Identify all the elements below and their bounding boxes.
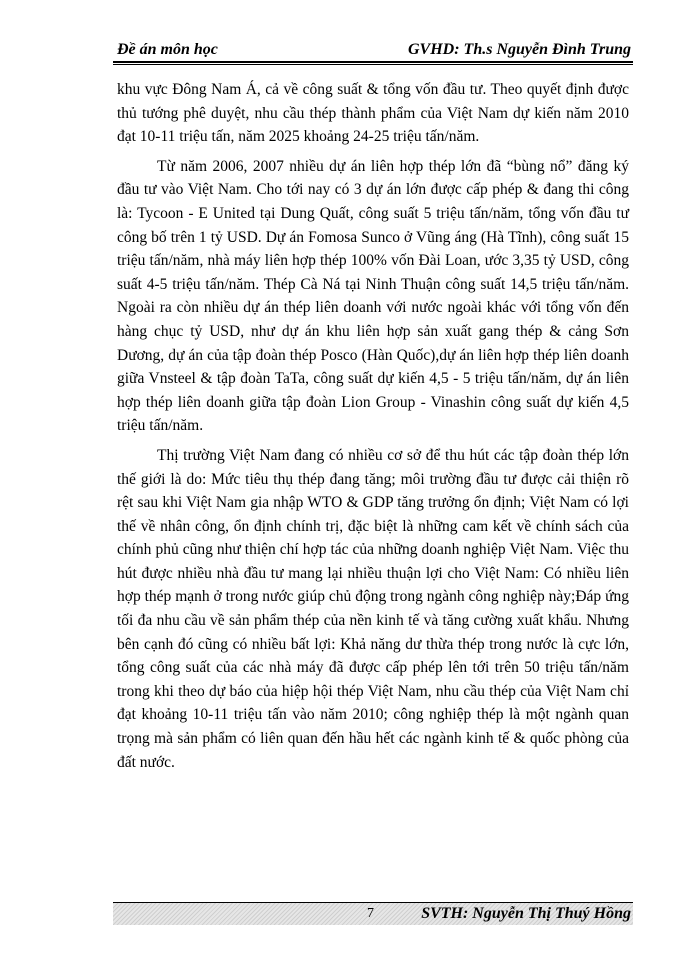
paragraph-steel-projects: Từ năm 2006, 2007 nhiều dự án liên hợp thép lớn đã “bùng nổ” đăng ký đầu tư vào Việt Nam. Cho tới nay có 3 dự án lớn được cấp phép & đang thi công là: Tycoon - E United tại Dung Quất, công suất 5 triệu tấn/năm, tổng vốn đầu tư công bố trên 1 tỷ USD. Dự án Fomosa Sunco ở Vũng áng (Hà Tĩnh), công suất 15 triệu tấn/năm, nhà máy liên hợp thép 100% vốn Đài Loan, ước 3,35 tỷ USD, công suất 4-5 triệu tấn/năm. Thép Cà Ná tại Ninh Thuận công suất 14,5 triệu tấn/năm. Ngoài ra còn nhiều dự án thép liên doanh với nước ngoài khác với tổng vốn đến hàng chục tỷ USD, như dự án khu liên hợp sản xuất gang thép & cảng Sơn Dương, dự án của tập đoàn thép Posco (Hàn Quốc),dự án liên hợp thép liên doanh giữa Vnsteel & tập đoàn TaTa, công suất dự kiến 4,5 - 5 triệu tấn/năm, dự án liên hợp thép liên doanh giữa tập đoàn Lion Group - Vinashin công suất dự kiến 4,5 triệu tấn/năm. [117,157,629,435]
header-divider [113,61,633,65]
page-number: 7 [367,906,374,921]
page-header [113,40,633,60]
paragraph-market-analysis: Thị trường Việt Nam đang có nhiều cơ sở để thu hút các tập đoàn thép lớn thế giới là do: Mức tiêu thụ thép đang tăng; môi trường đầu tư được cải thiện rõ rệt sau khi Việt Nam gia nhập WTO & GDP tăng trưởng ổn định; Việt Nam có lợi thế về nhân công, ổn định chính trị, đặc biệt là những cam kết về chính sách của chính phủ cũng như thiện chí hợp tác của những doanh nghiệp Việt Nam. Việc thu hút được nhiều nhà đầu tư mang lại nhiều thuận lợi cho Việt Nam: Có nhiều liên hợp thép mạnh ở trong nước giúp chủ động trong ngành công nghiệp này;Đáp ứng tối đa nhu cầu về sản phẩm thép của nền kinh tế và tăng cường xuất khẩu. Nhưng bên cạnh đó cũng có nhiều bất lợi: Khả năng dư thừa thép trong nước là cực lớn, tổng công suất của các nhà máy đã được cấp phép lên tới trên 50 triệu tấn/năm trong khi theo dự báo của hiệp hội thép Việt Nam, nhu cầu thép của Việt Nam chỉ đạt khoảng 10-11 triệu tấn vào năm 2010; công nghiệp thép là một ngành quan trọng mà sản phẩm có liên quan đến hầu hết các ngành kinh tế & quốc phòng của đất nước. [117,446,629,771]
course-title: Đề án môn học [117,41,218,58]
student-name: SVTH: Nguyễn Thị Thuý Hồng [421,905,631,922]
supervisor-name: GVHD: Th.s Nguyễn Đình Trung [407,41,631,58]
paragraph-continuation: khu vực Đông Nam Á, cả về công suất & tổng vốn đầu tư. Theo quyết định được thủ tướng phê duyệt, nhu cầu thép thành phẩm của Việt Nam dự kiến năm 2010 đạt 10-11 triệu tấn, năm 2025 khoảng 24-25 triệu tấn/năm. [117,81,629,146]
page-footer [113,902,633,925]
document-body [117,78,629,774]
